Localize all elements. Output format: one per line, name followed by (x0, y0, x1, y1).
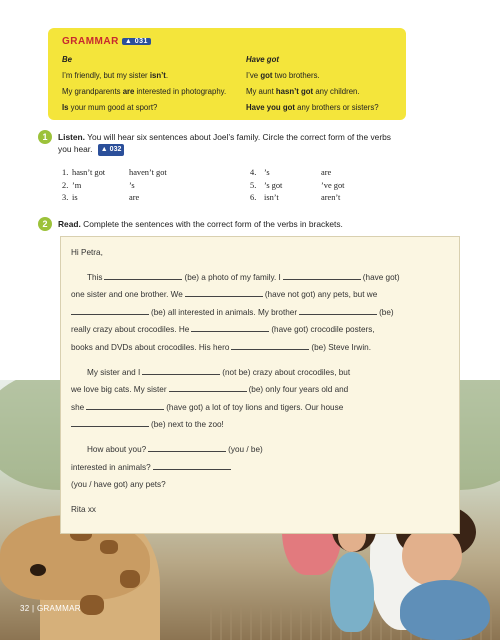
exercise-1-number: 1 (38, 130, 52, 144)
answer-blank[interactable] (299, 305, 377, 315)
answer-option[interactable]: ’s (264, 168, 270, 177)
answer-blank[interactable] (231, 340, 309, 350)
answer-blank[interactable] (104, 270, 182, 280)
answer-row: 3. is are (62, 192, 169, 205)
audio-track-number: 031 (134, 38, 148, 45)
answer-option[interactable]: ’ve got (321, 180, 345, 190)
answer-blank[interactable] (71, 417, 149, 427)
exercise-2-label: Read. (58, 219, 81, 229)
answer-blank[interactable] (153, 460, 231, 470)
grammar-box (48, 28, 406, 120)
audio-track-number: 032 (109, 146, 122, 153)
exercise-1-answers-left (62, 167, 169, 205)
page-footer: 32 | GRAMMAR (20, 604, 81, 613)
answer-row: 5. ’s got ’ve got (250, 180, 361, 193)
answer-option[interactable]: aren’t (321, 193, 341, 202)
answer-blank[interactable] (86, 400, 164, 410)
section-name: GRAMMAR (36, 604, 81, 613)
exercise-1-instructions: Listen. You will hear six sentences about Joel’s family. Circle the correct form of the verbs you hear. ▲ 032 (58, 132, 391, 154)
letter-text: Hi Petra, This (be) a photo of my family. I (have got) one sister and one brother. We (have not got) any pets, but we (be) all interested in animals. My brother (be) really crazy about crocodiles. He (have got) crocodile posters, books and DVDs about crocodiles. His hero (be) Steve Irwin. My sister and I (not be) crazy about crocodiles, but we love big cats. My sister (be) only four years old and she (have got) a lot of toy lions and tigers. Our house (be) next to the zoo! How about you? (you / be) interested in animals? (you / have got) any pets? Rita xx (71, 244, 451, 518)
answer-option[interactable]: haven’t got (129, 168, 167, 177)
exercise-2-number: 2 (38, 217, 52, 231)
grammar-example: My aunt hasn’t got any children. (246, 87, 360, 96)
grammar-title (62, 36, 151, 47)
answer-option[interactable]: hasn’t got (72, 168, 106, 177)
answer-option[interactable]: ’s got (264, 180, 283, 190)
exercise-2-instructions: Read. Complete the sentences with the correct form of the verbs in brackets. (58, 219, 343, 229)
exercise-1-label: Listen. (58, 132, 85, 142)
grammar-have-got-column (246, 52, 379, 116)
grammar-example: I’m friendly, but my sister isn’t. (62, 71, 169, 80)
answer-option[interactable]: are (129, 193, 140, 202)
grammar-be-column (62, 52, 226, 116)
letter-card (60, 236, 460, 534)
answer-row: 1. hasn’t got haven’t got (62, 167, 169, 180)
answer-option[interactable]: isn’t (264, 193, 279, 202)
grammar-example: I’ve got two brothers. (246, 71, 320, 80)
grammar-have-got-heading: Have got (246, 55, 279, 64)
answer-blank[interactable] (71, 305, 149, 315)
answer-blank[interactable] (191, 322, 269, 332)
answer-option[interactable]: ’s (129, 180, 135, 190)
answer-option[interactable]: is (72, 193, 78, 202)
grammar-example: Have you got any brothers or sisters? (246, 103, 379, 112)
answer-row: 4. ’s are (250, 167, 361, 180)
answer-row: 6. isn’t aren’t (250, 192, 361, 205)
answer-blank[interactable] (169, 382, 247, 392)
grammar-example: Is your mum good at sport? (62, 103, 158, 112)
letter-greeting: Hi Petra, (71, 248, 103, 257)
grammar-example: My grandparents are interested in photography. (62, 87, 227, 96)
answer-option[interactable]: ’m (72, 180, 82, 190)
answer-blank[interactable] (148, 442, 226, 452)
grammar-be-heading: Be (62, 55, 72, 64)
letter-signoff: Rita xx (71, 504, 97, 514)
answer-row: 2. ’m ’s (62, 180, 169, 193)
answer-blank[interactable] (283, 270, 361, 280)
page-number: 32 (20, 604, 30, 613)
answer-option[interactable]: are (321, 168, 332, 177)
grammar-title-text: GRAMMAR (62, 36, 119, 47)
answer-blank[interactable] (185, 287, 263, 297)
audio-track-badge[interactable]: ▲ 031 (122, 38, 151, 45)
answer-blank[interactable] (142, 365, 220, 375)
audio-track-badge[interactable]: ▲ 032 (98, 144, 125, 156)
exercise-1-answers-right (250, 167, 361, 205)
